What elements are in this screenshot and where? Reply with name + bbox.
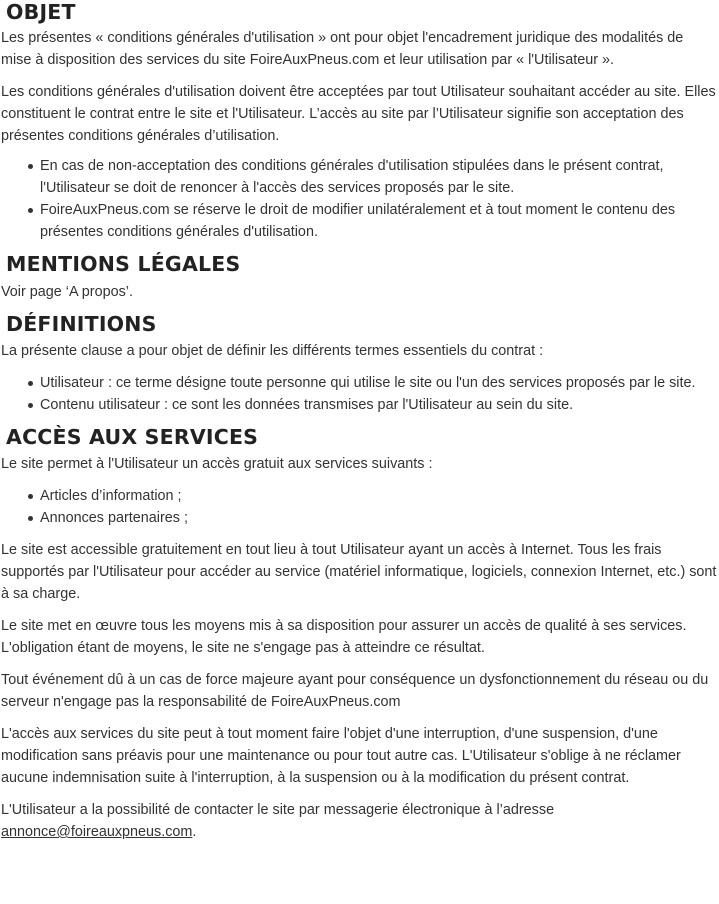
list-item: Contenu utilisateur : ce sont les données transmises par l'Utilisateur au sein du site.: [40, 394, 717, 416]
paragraph: Les présentes « conditions générales d'utilisation » ont pour objet l'encadrement juridique des modalités de mise à disposition des services du site FoireAuxPneus.com et leur utilisation par « l'Utilisateur ».: [1, 30, 684, 68]
paragraph: Voir page ‘A propos’.: [1, 284, 134, 300]
cgu-document: [1, 0, 717, 843]
list-item: FoireAuxPneus.com se réserve le droit de modifier unilatéralement et à tout moment le contenu des présentes conditions générales d'utilisation.: [40, 199, 717, 243]
paragraph: L'accès aux services du site peut à tout moment faire l'objet d'une interruption, d'une suspension, d'une modification sans préavis pour une maintenance ou pour tout autre cas. L'Utilisateur s'oblige à ne réclamer aucune indemnisation suite à l'interruption, à la suspension ou à la modification du présent contrat.: [1, 726, 681, 786]
list-item: Annonces partenaires ;: [40, 507, 717, 529]
paragraph: Le site est accessible gratuitement en tout lieu à tout Utilisateur ayant un accès à Internet. Tous les frais supportés par l'Utilisateur pour accéder au service (matériel informatique, logiciels, connexion Internet, etc.) sont à sa charge.: [1, 542, 717, 602]
contact-text: L'Utilisateur a la possibilité de contacter le site par messagerie électronique à l’adresse: [1, 802, 555, 818]
section-title-mentions-legales: MENTIONS LÉGALES: [6, 252, 241, 276]
paragraph: Les conditions générales d'utilisation doivent être acceptées par tout Utilisateur souhaitant accéder au site. Elles constituent le contrat entre le site et l'Utilisateur. L’accès au site par l’Utilisateur signifie son acceptation des présentes conditions générales d’utilisation.: [1, 84, 716, 144]
paragraph: La présente clause a pour objet de définir les différents termes essentiels du contrat :: [1, 343, 544, 359]
contact-end: .: [192, 824, 197, 840]
paragraph: Le site met en œuvre tous les moyens mis à sa disposition pour assurer un accès de qualité à ses services. L'obligation étant de moyens, le site ne s'engage pas à atteindre ce résultat.: [1, 618, 687, 656]
section-title-objet: OBJET: [6, 0, 76, 24]
contact-paragraph: [1, 799, 717, 843]
list-item: Articles d’information ;: [40, 485, 717, 507]
section-title-acces-aux-services: ACCÈS AUX SERVICES: [6, 425, 259, 449]
paragraph: Tout événement dû à un cas de force majeure ayant pour conséquence un dysfonctionnement du réseau ou du serveur n'engage pas la responsabilité de FoireAuxPneus.com: [1, 672, 709, 710]
paragraph: Le site permet à l'Utilisateur un accès gratuit aux services suivants :: [1, 456, 433, 472]
section-title-definitions: DÉFINITIONS: [6, 312, 157, 336]
bullet-list: [1, 485, 717, 529]
email-link[interactable]: annonce@foireauxpneus.com: [1, 824, 193, 840]
list-item: En cas de non-acceptation des conditions générales d'utilisation stipulées dans le présent contrat, l'Utilisateur se doit de renoncer à l'accès des services proposés par le site.: [40, 155, 717, 199]
bullet-list: [1, 372, 717, 416]
list-item: Utilisateur : ce terme désigne toute personne qui utilise le site ou l'un des services proposés par le site.: [40, 372, 717, 394]
bullet-list: [1, 155, 717, 243]
